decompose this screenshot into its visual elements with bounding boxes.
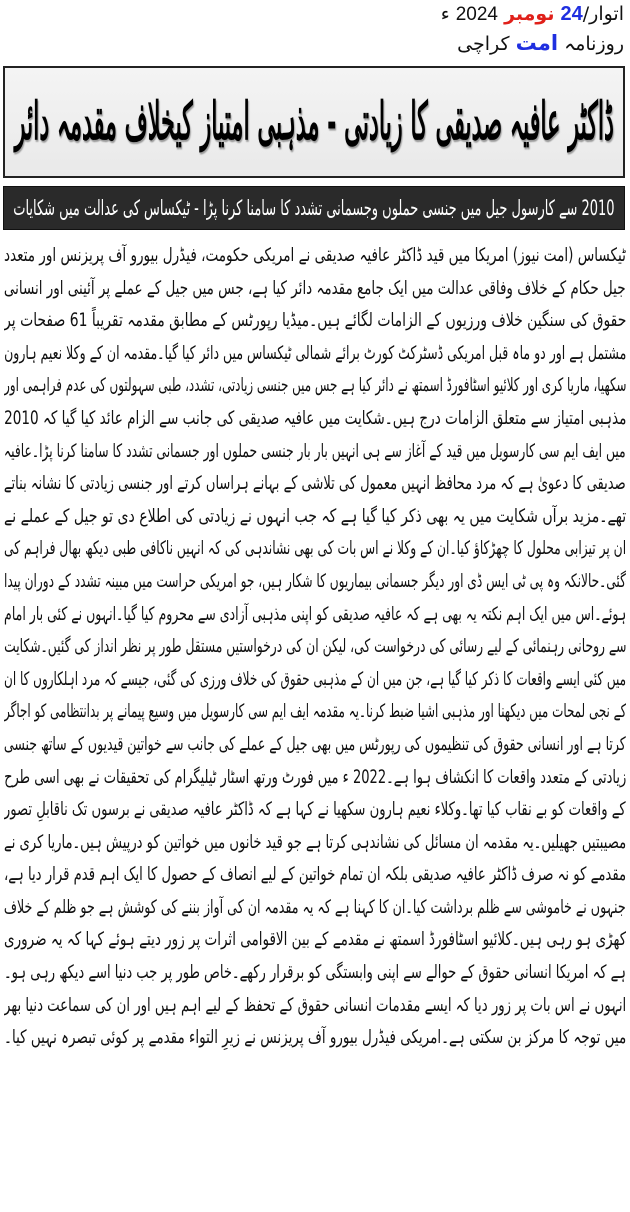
article-line: ان پر تیزابی محلول کا چھڑکاؤ کیا۔ان کے وکلا نے اس بات کی بھی نشاندہی کی کہ انہیں ناکافی طبی دیکھ بھال فراہم کی xyxy=(4,538,626,560)
article-line: زیادتی کے متعدد واقعات کا انکشاف ہوا ہے۔2022 ء میں فورٹ ورتھ اسٹار ٹیلیگرام کی تحقیقات نے بھی اسی طرح xyxy=(4,766,626,788)
article-line: صدیقی کا دعویٰ ہے کہ مرد محافظ انہیں معمول کی تلاشی کے بہانے ہراساں کرتے اور جنسی زیادتی کا نشانہ بناتے xyxy=(4,473,626,495)
article-line: سے روحانی رہنمائی کے لیے رسائی کی درخواست کی، لیکن ان کی درخواستیں مستقل طور پر نظر انداز کی گئیں۔شکایت xyxy=(4,636,626,658)
subheadline-bar xyxy=(3,186,625,230)
paper-prefix: روزنامہ xyxy=(564,33,624,55)
weekday: اتوار/ xyxy=(582,3,624,25)
article-line: مصیبتیں جھیلیں۔یہ مقدمہ ان مسائل کی نشاندہی کرتا ہے جو قید خانوں میں خواتین کو درپیش ہیں۔ماریا کری نے xyxy=(4,831,626,853)
article-line: حقوق کی سنگین خلاف ورزیوں کے الزامات لگائے ہیں۔میڈیا رپورٹس کے مطابق مقدمہ تقریباً 61 صفحات پر xyxy=(4,310,626,332)
article-line: مشتمل ہے اور دو ماہ قبل امریکی ڈسٹرکٹ کورٹ برائے شمالی ٹیکساس میں دائر کیا گیا۔مقدمہ ان کے وکلا نعیم ہارون xyxy=(4,342,626,364)
article-line: تھے۔مزید برآں شکایت میں یہ بھی ذکر کیا گیا ہے کہ جب انہوں نے زیادتی کی اطلاع دی تو جیل کے عملے نے xyxy=(4,505,626,527)
article-line: کے واقعات کو بے نقاب کیا تھا۔وکلاء نعیم ہارون سکھیا نے کہا ہے کہ ڈاکٹر عافیہ صدیقی نے برسوں تک ناقابلِ تصور xyxy=(4,799,626,821)
article-line: جنہوں نے خاموشی سے ظلم برداشت کیا۔ان کا کہنا ہے کہ یہ مقدمہ ان کی آواز بننے کی کوشش ہے جو ظلم کے خلاف xyxy=(4,896,626,918)
year: 2024 xyxy=(455,4,499,25)
dateline xyxy=(364,0,624,29)
article-line: ہے کہ امریکا انسانی حقوق کے حوالے سے اپنی وابستگی کو برقرار رکھے۔خاص طور پر جب دنیا اسے دیکھ رہی ہو۔ xyxy=(4,962,626,984)
article-line: میں توجہ کا مرکز بن سکتی ہے۔امریکی فیڈرل بیورو آف پریزنس نے زیرِ التواء مقدمے پر کوئی تبصرہ نہیں کیا۔ xyxy=(4,1027,626,1049)
article-line: کھڑی ہو رہی ہیں۔کلائیو اسٹافورڈ اسمتھ نے مقدمے کے بین الاقوامی اثرات پر زور دیتے ہوئے کہا کہ یہ ضروری xyxy=(4,929,626,951)
article-line: میں ایف ایم سی کارسویل میں قید کے آغاز سے ہی انہیں بار بار جنسی حملوں اور جسمانی تشدد کا سامنا کرنا پڑا۔عافیہ xyxy=(4,440,626,462)
article-body xyxy=(4,240,626,1055)
newspaper-name-line xyxy=(364,29,624,58)
paper-name: امت xyxy=(515,31,559,55)
subheadline: 2010 سے کارسول جیل میں جنسی حملوں وجسمانی تشدد کا سامنا کرنا پڑا - ٹیکساس کی عدالت میں شکایات xyxy=(13,196,615,220)
article-line: انہوں نے اس بات پر زور دیا کہ ایسے مقدمات انسانی حقوق کے تحفظ کے لیے اہم ہیں اور ان کی سماعت دنیا بھر xyxy=(4,994,626,1016)
article-line: کے نجی لمحات میں دیکھنا اور مذہبی اشیا ضبط کرنا۔یہ مقدمہ ایف ایم سی کارسویل میں وسیع پیمانے پر بدانتظامی کو اجاگر xyxy=(4,701,626,723)
article-line: سکھیا، ماریا کری اور کلائیو اسٹافورڈ اسمتھ نے دائر کیا ہے جس میں جنسی زیادتی، تشدد، طبی سہولتوں کی عدم فراہمی اور xyxy=(4,375,626,397)
headline: ڈاکٹر عافیہ صدیقی کا زیادتی - مذہبی امتیاز کیخلاف مقدمہ دائر xyxy=(14,91,614,152)
article-line: مقدمے کو نہ صرف ڈاکٹر عافیہ صدیقی بلکہ ان تمام خواتین کے لیے انصاف کے حصول کا ایک اہم قدم قرار دیا ہے، xyxy=(4,864,626,886)
article-line: میں کئی ایسے واقعات کا ذکر کیا گیا ہے، جن میں ان کے مذہبی حقوق کی خلاف ورزی کی گئی، جیسے کہ مرد اہلکاروں کا ان xyxy=(4,668,626,690)
headline-box xyxy=(3,66,625,178)
paper-city: کراچی xyxy=(457,33,510,55)
article-line: کرتا ہے اور انسانی حقوق کی تنظیموں کی رپورٹس میں بھی جیل کے عملے کی جانب سے خواتین قیدیوں کے ساتھ جنسی xyxy=(4,733,626,755)
day-number: 24 xyxy=(560,3,583,25)
article-line: ہوئے۔اس میں ایک اہم نکتہ یہ بھی ہے کہ عافیہ صدیقی کو اپنی مذہبی آزادی سے محروم کیا گیا۔انہوں نے کئی بار امام xyxy=(4,603,626,625)
article-line: جیل حکام کے خلاف وفاقی عدالت میں ایک جامع مقدمہ دائر کیا ہے، جس میں جیل کے عملے پر آئینی اور انسانی xyxy=(4,277,626,299)
month: نومبر xyxy=(504,3,555,25)
article-line: مذہبی امتیاز سے متعلق الزامات درج ہیں۔شکایت میں عافیہ صدیقی کی جانب سے الزام عائد کیا گیا کہ 2010 xyxy=(4,407,626,429)
article-line: گئی۔حالانکہ وہ پی ٹی ایس ڈی اور دیگر جسمانی بیماریوں کا شکار ہیں، جو امریکی حراست میں مبینہ تشدد کے دوران پیدا xyxy=(4,570,626,592)
era-sign: ء xyxy=(440,3,450,25)
masthead xyxy=(364,0,624,58)
article-line: ٹیکساس (امت نیوز) امریکا میں قید ڈاکٹر عافیہ صدیقی نے امریکی حکومت، فیڈرل بیورو آف پریزنس اور متعدد xyxy=(4,245,626,266)
